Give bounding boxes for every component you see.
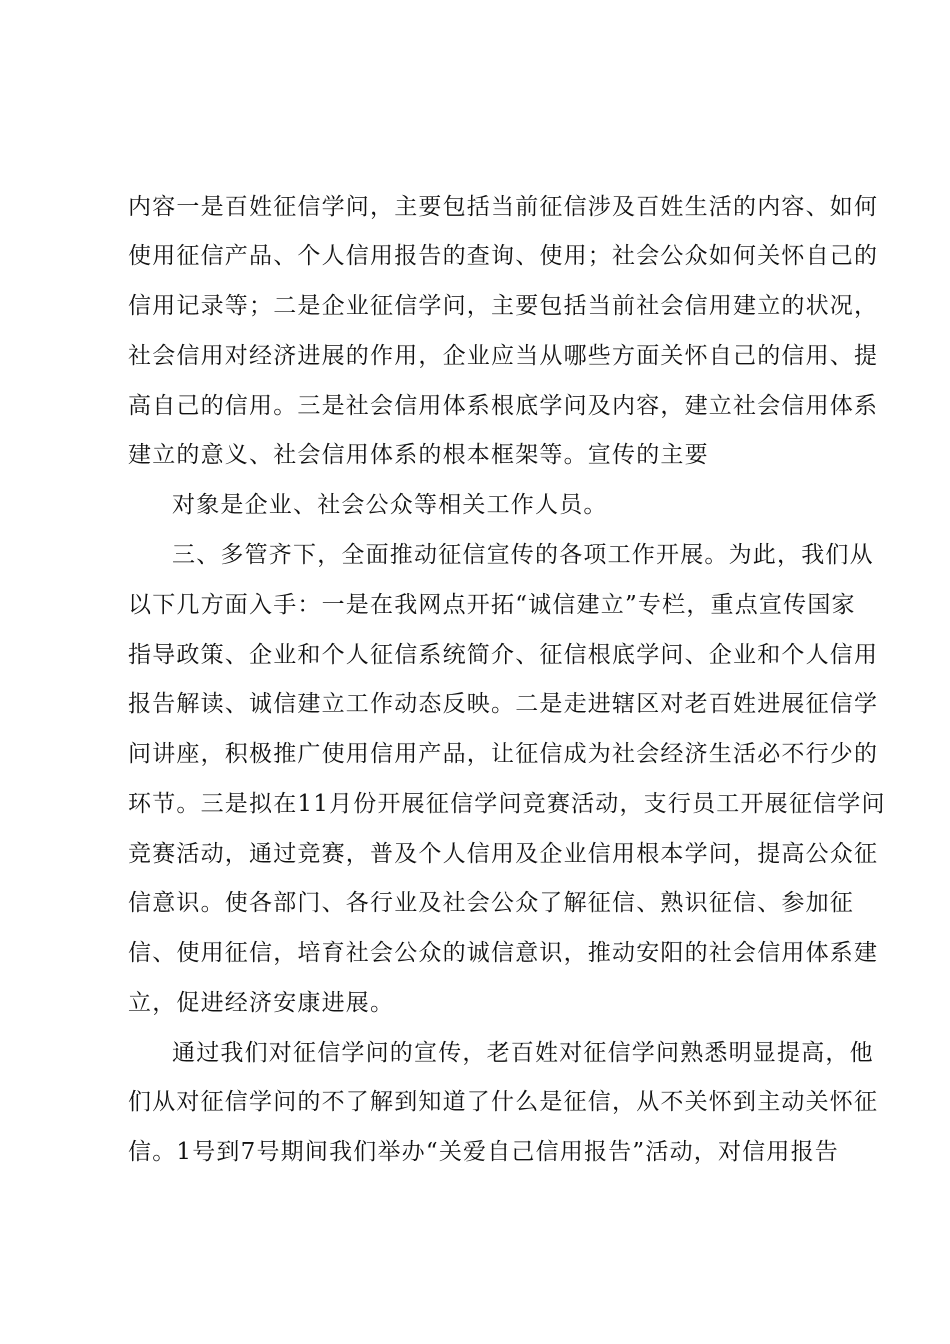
paragraph-start-line: 三、多管齐下，全面推动征信宣传的各项工作开展。为此，我们从 — [172, 542, 874, 568]
body-text-line: 竞赛活动，通过竞赛，普及个人信用及企业信用根本学问，提高公众征 — [128, 841, 879, 867]
body-text-line: 建立的意义、社会信用体系的根本框架等。宣传的主要 — [128, 442, 709, 468]
paragraph-start-line: 通过我们对征信学问的宣传，老百姓对征信学问熟悉明显提高，他 — [172, 1040, 874, 1066]
body-text-line: 以下几方面入手：一是在我网点开拓“诚信建立”专栏，重点宣传国家 — [128, 592, 856, 618]
body-text-line: 信、使用征信，培育社会公众的诚信意识，推动安阳的社会信用体系建 — [128, 940, 879, 966]
body-text-line: 立，促进经济安康进展。 — [128, 990, 395, 1016]
body-text-line: 问讲座，积极推广使用信用产品，让征信成为社会经济生活必不行少的 — [128, 741, 879, 767]
body-text-line: 信意识。使各部门、各行业及社会公众了解征信、熟识征信、参加征 — [128, 890, 854, 916]
body-text-line: 环节。三是拟在11月份开展征信学问竞赛活动，支行员工开展征信学问 — [128, 791, 886, 817]
body-text-line: 高自己的信用。三是社会信用体系根底学问及内容，建立社会信用体系 — [128, 393, 879, 419]
body-text-line: 信用记录等；二是企业征信学问，主要包括当前社会信用建立的状况， — [128, 293, 879, 319]
body-text-line: 社会信用对经济进展的作用，企业应当从哪些方面关怀自己的信用、提 — [128, 343, 879, 369]
body-text-line: 们从对征信学问的不了解到知道了什么是征信，从不关怀到主动关怀征 — [128, 1089, 879, 1115]
body-text-line: 信。1号到7号期间我们举办“关爱自己信用报告”活动，对信用报告 — [128, 1139, 839, 1165]
paragraph-start-line: 对象是企业、社会公众等相关工作人员。 — [172, 492, 608, 518]
body-text-line: 内容一是百姓征信学问，主要包括当前征信涉及百姓生活的内容、如何 — [128, 194, 879, 220]
body-text-line: 使用征信产品、个人信用报告的查询、使用；社会公众如何关怀自己的 — [128, 243, 879, 269]
body-text-line: 报告解读、诚信建立工作动态反映。二是走进辖区对老百姓进展征信学 — [128, 691, 879, 717]
body-text-line: 指导政策、企业和个人征信系统简介、征信根底学问、企业和个人信用 — [128, 642, 879, 668]
